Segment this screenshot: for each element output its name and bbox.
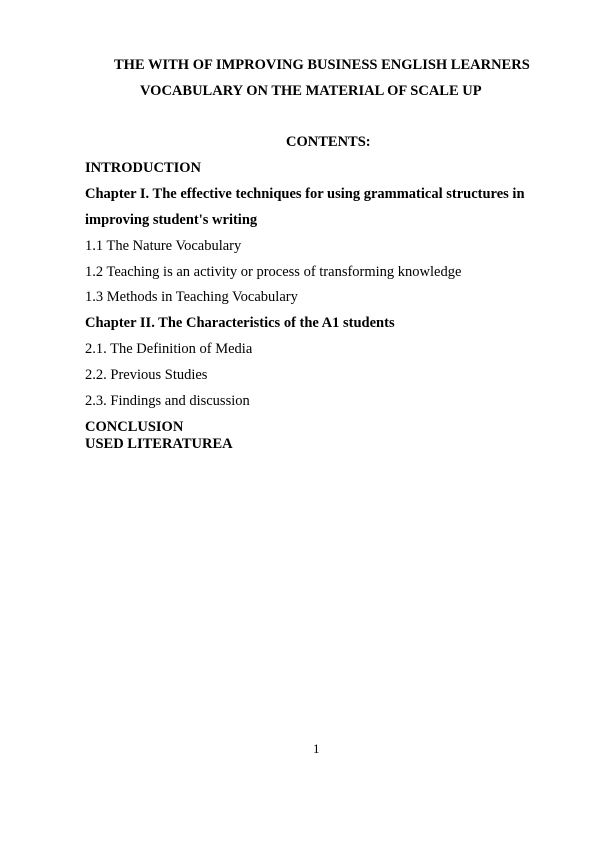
toc-chapter-2: Chapter II. The Characteristics of the A1 students <box>85 315 395 331</box>
toc-chapter-1-line-1: Chapter I. The effective techniques for using grammatical structures in <box>85 186 525 202</box>
toc-introduction: INTRODUCTION <box>85 160 202 176</box>
document-title-line-2: VOCABULARY ON THE MATERIAL OF SCALE UP <box>140 83 482 99</box>
toc-conclusion: CONCLUSION <box>85 419 184 435</box>
toc-section-2-2: 2.2. Previous Studies <box>85 367 208 383</box>
document-title-line-1: THE WITH OF IMPROVING BUSINESS ENGLISH LEARNERS <box>114 57 530 73</box>
contents-heading: CONTENTS: <box>286 134 371 150</box>
toc-section-1-3: 1.3 Methods in Teaching Vocabulary <box>85 289 298 305</box>
toc-section-2-1: 2.1. The Definition of Media <box>85 341 253 357</box>
toc-section-1-2: 1.2 Teaching is an activity or process of transforming knowledge <box>85 264 462 280</box>
toc-chapter-1-line-2: improving student's writing <box>85 212 258 228</box>
toc-used-literature: USED LITERATUREA <box>85 436 233 452</box>
page-number: 1 <box>313 741 320 756</box>
toc-section-2-3: 2.3. Findings and discussion <box>85 393 250 409</box>
toc-section-1-1: 1.1 The Nature Vocabulary <box>85 238 242 254</box>
